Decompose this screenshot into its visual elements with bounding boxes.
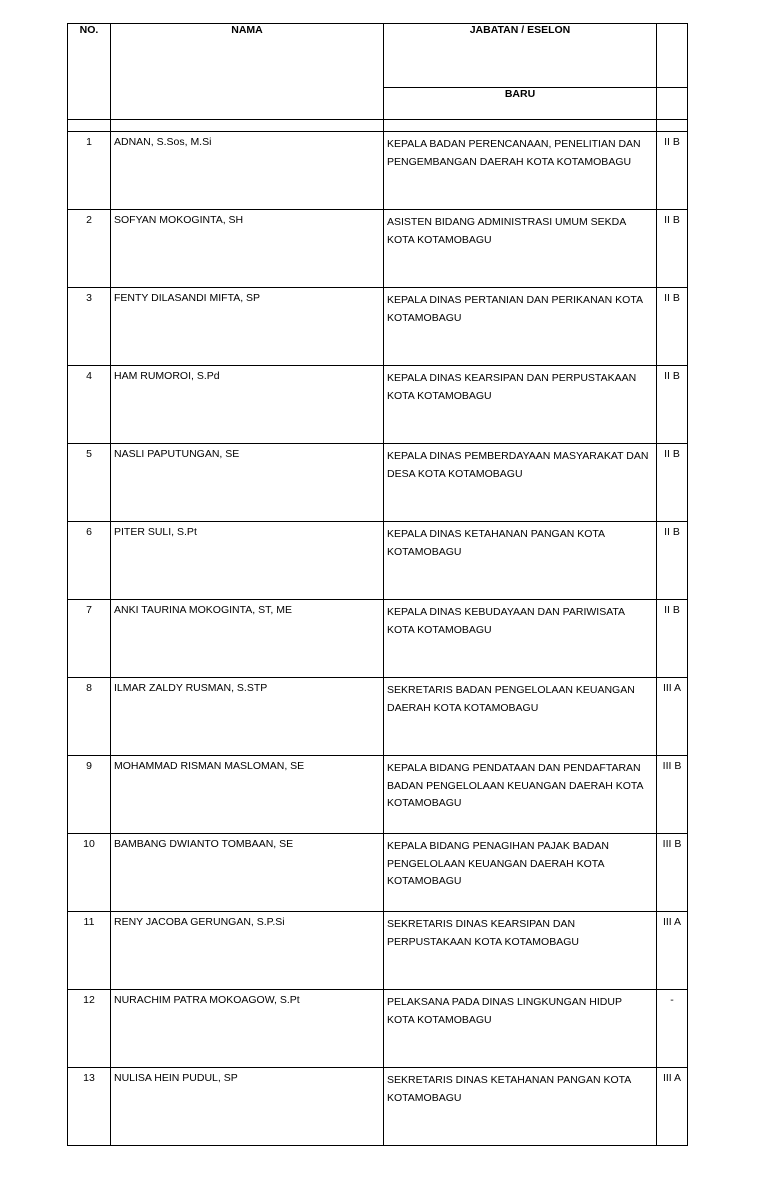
row-number: 1: [68, 132, 111, 210]
table-row: [68, 288, 688, 366]
spacer-cell: [384, 120, 657, 132]
row-eselon: II B: [657, 366, 688, 444]
row-nama: MOHAMMAD RISMAN MASLOMAN, SE: [111, 756, 384, 834]
table-row: [68, 132, 688, 210]
row-jabatan: SEKRETARIS DINAS KETAHANAN PANGAN KOTA KOTAMOBAGU: [384, 1068, 657, 1146]
row-jabatan: KEPALA BADAN PERENCANAAN, PENELITIAN DAN PENGEMBANGAN DAERAH KOTA KOTAMOBAGU: [384, 132, 657, 210]
row-eselon: III B: [657, 834, 688, 912]
row-nama: ILMAR ZALDY RUSMAN, S.STP: [111, 678, 384, 756]
row-jabatan: SEKRETARIS BADAN PENGELOLAAN KEUANGAN DAERAH KOTA KOTAMOBAGU: [384, 678, 657, 756]
row-number: 13: [68, 1068, 111, 1146]
table-row: [68, 1068, 688, 1146]
row-nama: PITER SULI, S.Pt: [111, 522, 384, 600]
row-number: 5: [68, 444, 111, 522]
row-number: 6: [68, 522, 111, 600]
row-number: 7: [68, 600, 111, 678]
header-nama: NAMA: [111, 24, 384, 120]
spacer-cell: [68, 120, 111, 132]
table-row: [68, 210, 688, 288]
row-eselon: II B: [657, 210, 688, 288]
row-eselon: III A: [657, 912, 688, 990]
table-row: [68, 522, 688, 600]
table-row: [68, 678, 688, 756]
row-eselon: II B: [657, 288, 688, 366]
row-number: 9: [68, 756, 111, 834]
row-nama: ANKI TAURINA MOKOGINTA, ST, ME: [111, 600, 384, 678]
row-jabatan: KEPALA BIDANG PENDATAAN DAN PENDAFTARAN BADAN PENGELOLAAN KEUANGAN DAERAH KOTA KOTAMOBAGU: [384, 756, 657, 834]
row-jabatan: KEPALA DINAS PEMBERDAYAAN MASYARAKAT DAN DESA KOTA KOTAMOBAGU: [384, 444, 657, 522]
header-baru: BARU: [384, 88, 657, 120]
table-row: [68, 756, 688, 834]
table-row: [68, 834, 688, 912]
row-eselon: II B: [657, 522, 688, 600]
row-eselon: III A: [657, 1068, 688, 1146]
row-jabatan: KEPALA DINAS KEBUDAYAAN DAN PARIWISATA KOTA KOTAMOBAGU: [384, 600, 657, 678]
row-number: 4: [68, 366, 111, 444]
row-number: 10: [68, 834, 111, 912]
header-eselon-bottom: [657, 88, 688, 120]
row-jabatan: SEKRETARIS DINAS KEARSIPAN DAN PERPUSTAKAAN KOTA KOTAMOBAGU: [384, 912, 657, 990]
spacer-row: [68, 120, 688, 132]
table-row: [68, 600, 688, 678]
spacer-cell: [657, 120, 688, 132]
table-row: [68, 366, 688, 444]
row-eselon: II B: [657, 600, 688, 678]
row-jabatan: KEPALA BIDANG PENAGIHAN PAJAK BADAN PENGELOLAAN KEUANGAN DAERAH KOTA KOTAMOBAGU: [384, 834, 657, 912]
table-row: [68, 912, 688, 990]
row-nama: FENTY DILASANDI MIFTA, SP: [111, 288, 384, 366]
spacer-cell: [111, 120, 384, 132]
row-eselon: III A: [657, 678, 688, 756]
row-number: 2: [68, 210, 111, 288]
row-eselon: II B: [657, 132, 688, 210]
row-number: 8: [68, 678, 111, 756]
row-nama: NURACHIM PATRA MOKOAGOW, S.Pt: [111, 990, 384, 1068]
row-nama: HAM RUMOROI, S.Pd: [111, 366, 384, 444]
row-eselon: -: [657, 990, 688, 1068]
row-nama: SOFYAN MOKOGINTA, SH: [111, 210, 384, 288]
row-jabatan: KEPALA DINAS KETAHANAN PANGAN KOTA KOTAMOBAGU: [384, 522, 657, 600]
row-nama: ADNAN, S.Sos, M.Si: [111, 132, 384, 210]
row-nama: NULISA HEIN PUDUL, SP: [111, 1068, 384, 1146]
table-body: [68, 120, 688, 1146]
row-eselon: III B: [657, 756, 688, 834]
row-nama: RENY JACOBA GERUNGAN, S.P.Si: [111, 912, 384, 990]
row-jabatan: PELAKSANA PADA DINAS LINGKUNGAN HIDUP KOTA KOTAMOBAGU: [384, 990, 657, 1068]
row-jabatan: KEPALA DINAS PERTANIAN DAN PERIKANAN KOTA KOTAMOBAGU: [384, 288, 657, 366]
header-no: NO.: [68, 24, 111, 120]
personnel-table: [67, 23, 688, 1146]
row-jabatan: KEPALA DINAS KEARSIPAN DAN PERPUSTAKAAN KOTA KOTAMOBAGU: [384, 366, 657, 444]
table-header: [68, 24, 688, 120]
row-number: 12: [68, 990, 111, 1068]
row-number: 11: [68, 912, 111, 990]
row-nama: BAMBANG DWIANTO TOMBAAN, SE: [111, 834, 384, 912]
row-jabatan: ASISTEN BIDANG ADMINISTRASI UMUM SEKDA KOTA KOTAMOBAGU: [384, 210, 657, 288]
table-row: [68, 444, 688, 522]
header-eselon-top: [657, 24, 688, 88]
header-jabatan: JABATAN / ESELON: [384, 24, 657, 88]
row-number: 3: [68, 288, 111, 366]
row-nama: NASLI PAPUTUNGAN, SE: [111, 444, 384, 522]
row-eselon: II B: [657, 444, 688, 522]
table-row: [68, 990, 688, 1068]
